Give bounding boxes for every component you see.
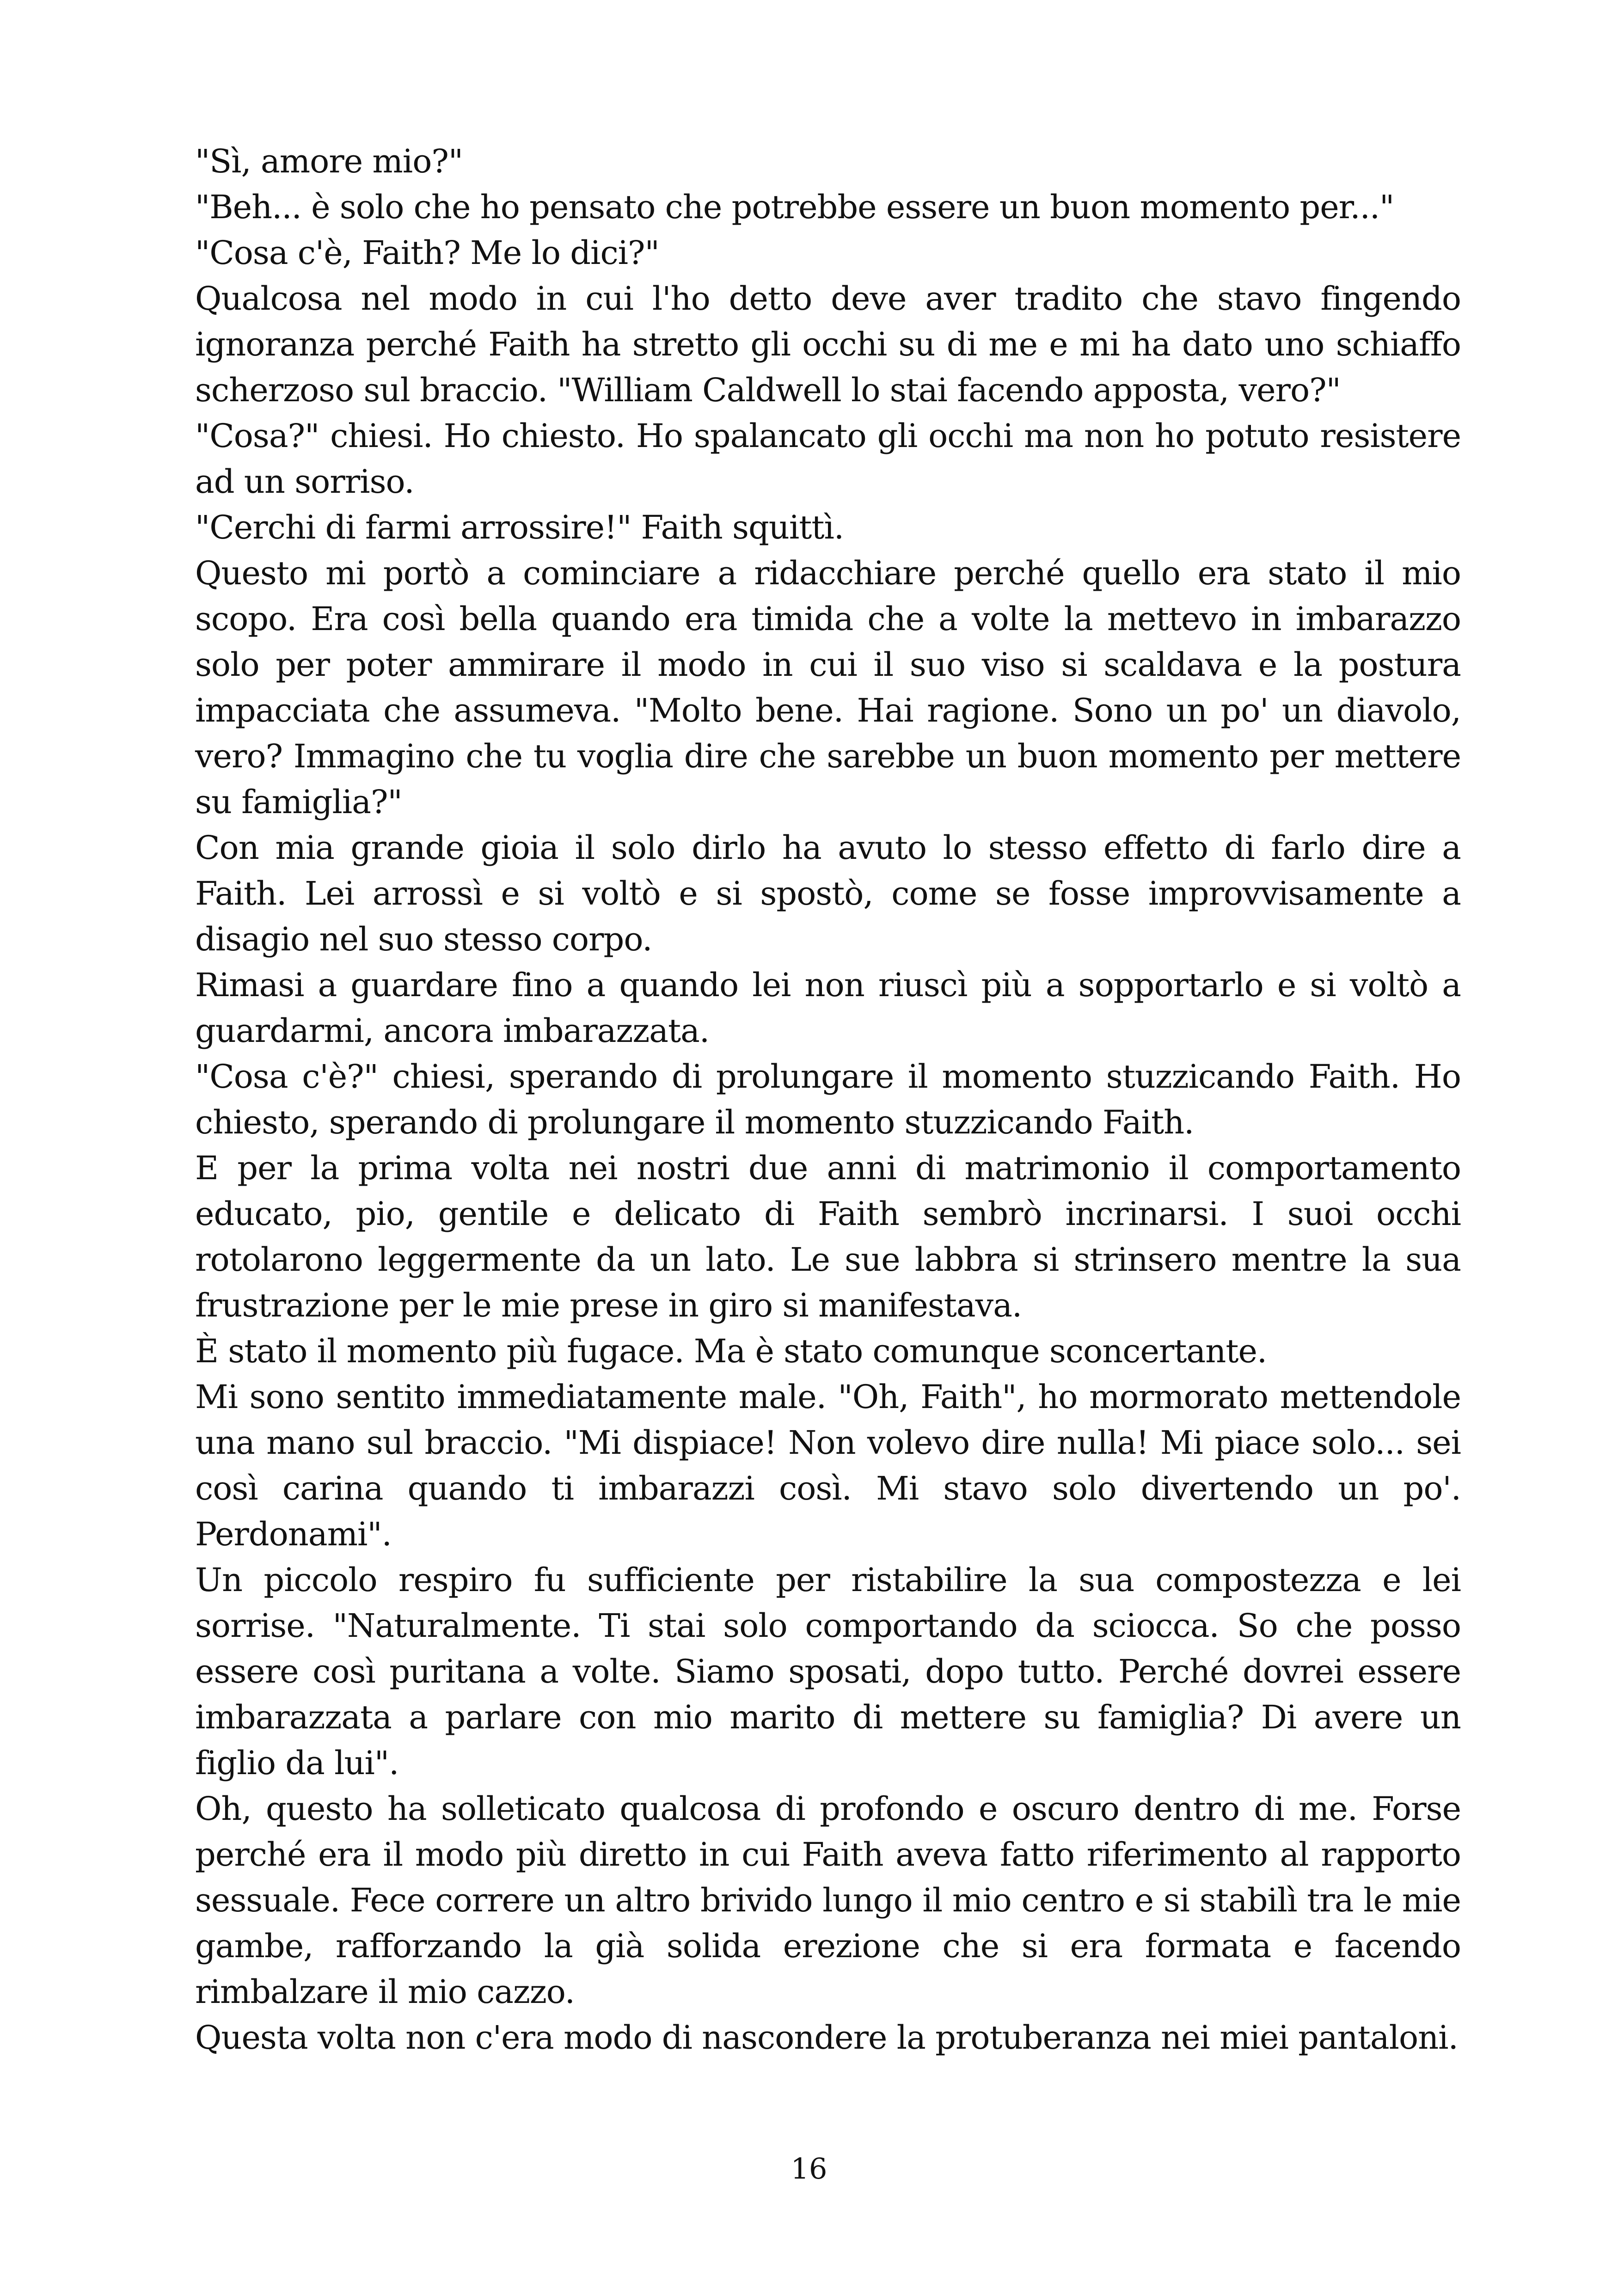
paragraph: "Cerchi di farmi arrossire!" Faith squittì. bbox=[195, 508, 844, 546]
paragraph: Oh, questo ha solleticato qualcosa di profondo e oscuro dentro di me. Forse perché era il modo più diretto in cui Faith aveva fatto riferimento al rapporto sessuale. Fece correre un altro brivido lungo il mio centro e si stabilì tra le mie gambe, rafforzando la già solida erezione che si era formata e facendo rimbalzare il mio cazzo. bbox=[195, 1790, 1461, 2011]
body-text bbox=[195, 139, 1461, 2061]
paragraph: Qualcosa nel modo in cui l'ho detto deve aver tradito che stavo fingendo ignoranza perché Faith ha stretto gli occhi su di me e mi ha dato uno schiaffo scherzoso sul braccio. "William Caldwell lo stai facendo apposta, vero?" bbox=[195, 280, 1461, 409]
paragraph: Questo mi portò a cominciare a ridacchiare perché quello era stato il mio scopo. Era così bella quando era timida che a volte la mettevo in imbarazzo solo per poter ammirare il modo in cui il suo viso si scaldava e la postura impacciata che assumeva. "Molto bene. Hai ragione. Sono un po' un diavolo, vero? Immagino che tu voglia dire che sarebbe un buon momento per mettere su famiglia?" bbox=[195, 554, 1461, 821]
paragraph: Con mia grande gioia il solo dirlo ha avuto lo stesso effetto di farlo dire a Faith. Lei arrossì e si voltò e si spostò, come se fosse improvvisamente a disagio nel suo stesso corpo. bbox=[195, 829, 1461, 958]
paragraph: Un piccolo respiro fu sufficiente per ristabilire la sua compostezza e lei sorrise. "Naturalmente. Ti stai solo comportando da sciocca. So che posso essere così puritana a volte. Siamo sposati, dopo tutto. Perché dovrei essere imbarazzata a parlare con mio marito di mettere su famiglia? Di avere un figlio da lui". bbox=[195, 1561, 1461, 1782]
paragraph: E per la prima volta nei nostri due anni di matrimonio il comportamento educato, pio, gentile e delicato di Faith sembrò incrinarsi. I suoi occhi rotolarono leggermente da un lato. Le sue labbra si strinsero mentre la sua frustrazione per le mie prese in giro si manifestava. bbox=[195, 1149, 1461, 1324]
paragraph: "Cosa c'è?" chiesi, sperando di prolungare il momento stuzzicando Faith. Ho chiesto, sperando di prolungare il momento stuzzicando Faith. bbox=[195, 1058, 1461, 1141]
paragraph: "Cosa?" chiesi. Ho chiesto. Ho spalancato gli occhi ma non ho potuto resistere ad un sorriso. bbox=[195, 417, 1461, 501]
paragraph: "Cosa c'è, Faith? Me lo dici?" bbox=[195, 234, 659, 272]
paragraph: "Sì, amore mio?" bbox=[195, 142, 463, 180]
paragraph: Rimasi a guardare fino a quando lei non riuscì più a sopportarlo e si voltò a guardarmi, ancora imbarazzata. bbox=[195, 966, 1461, 1050]
paragraph: È stato il momento più fugace. Ma è stato comunque sconcertante. bbox=[195, 1332, 1267, 1370]
paragraph: "Beh... è solo che ho pensato che potrebbe essere un buon momento per..." bbox=[195, 188, 1394, 226]
paragraph: Questa volta non c'era modo di nascondere la protuberanza nei miei pantaloni. bbox=[195, 2019, 1458, 2057]
page-number: 16 bbox=[791, 2152, 827, 2186]
paragraph: Mi sono sentito immediatamente male. "Oh, Faith", ho mormorato mettendole una mano sul braccio. "Mi dispiace! Non volevo dire nulla! Mi piace solo... sei così carina quando ti imbarazzi così. Mi stavo solo divertendo un po'. Perdonami". bbox=[195, 1378, 1461, 1553]
